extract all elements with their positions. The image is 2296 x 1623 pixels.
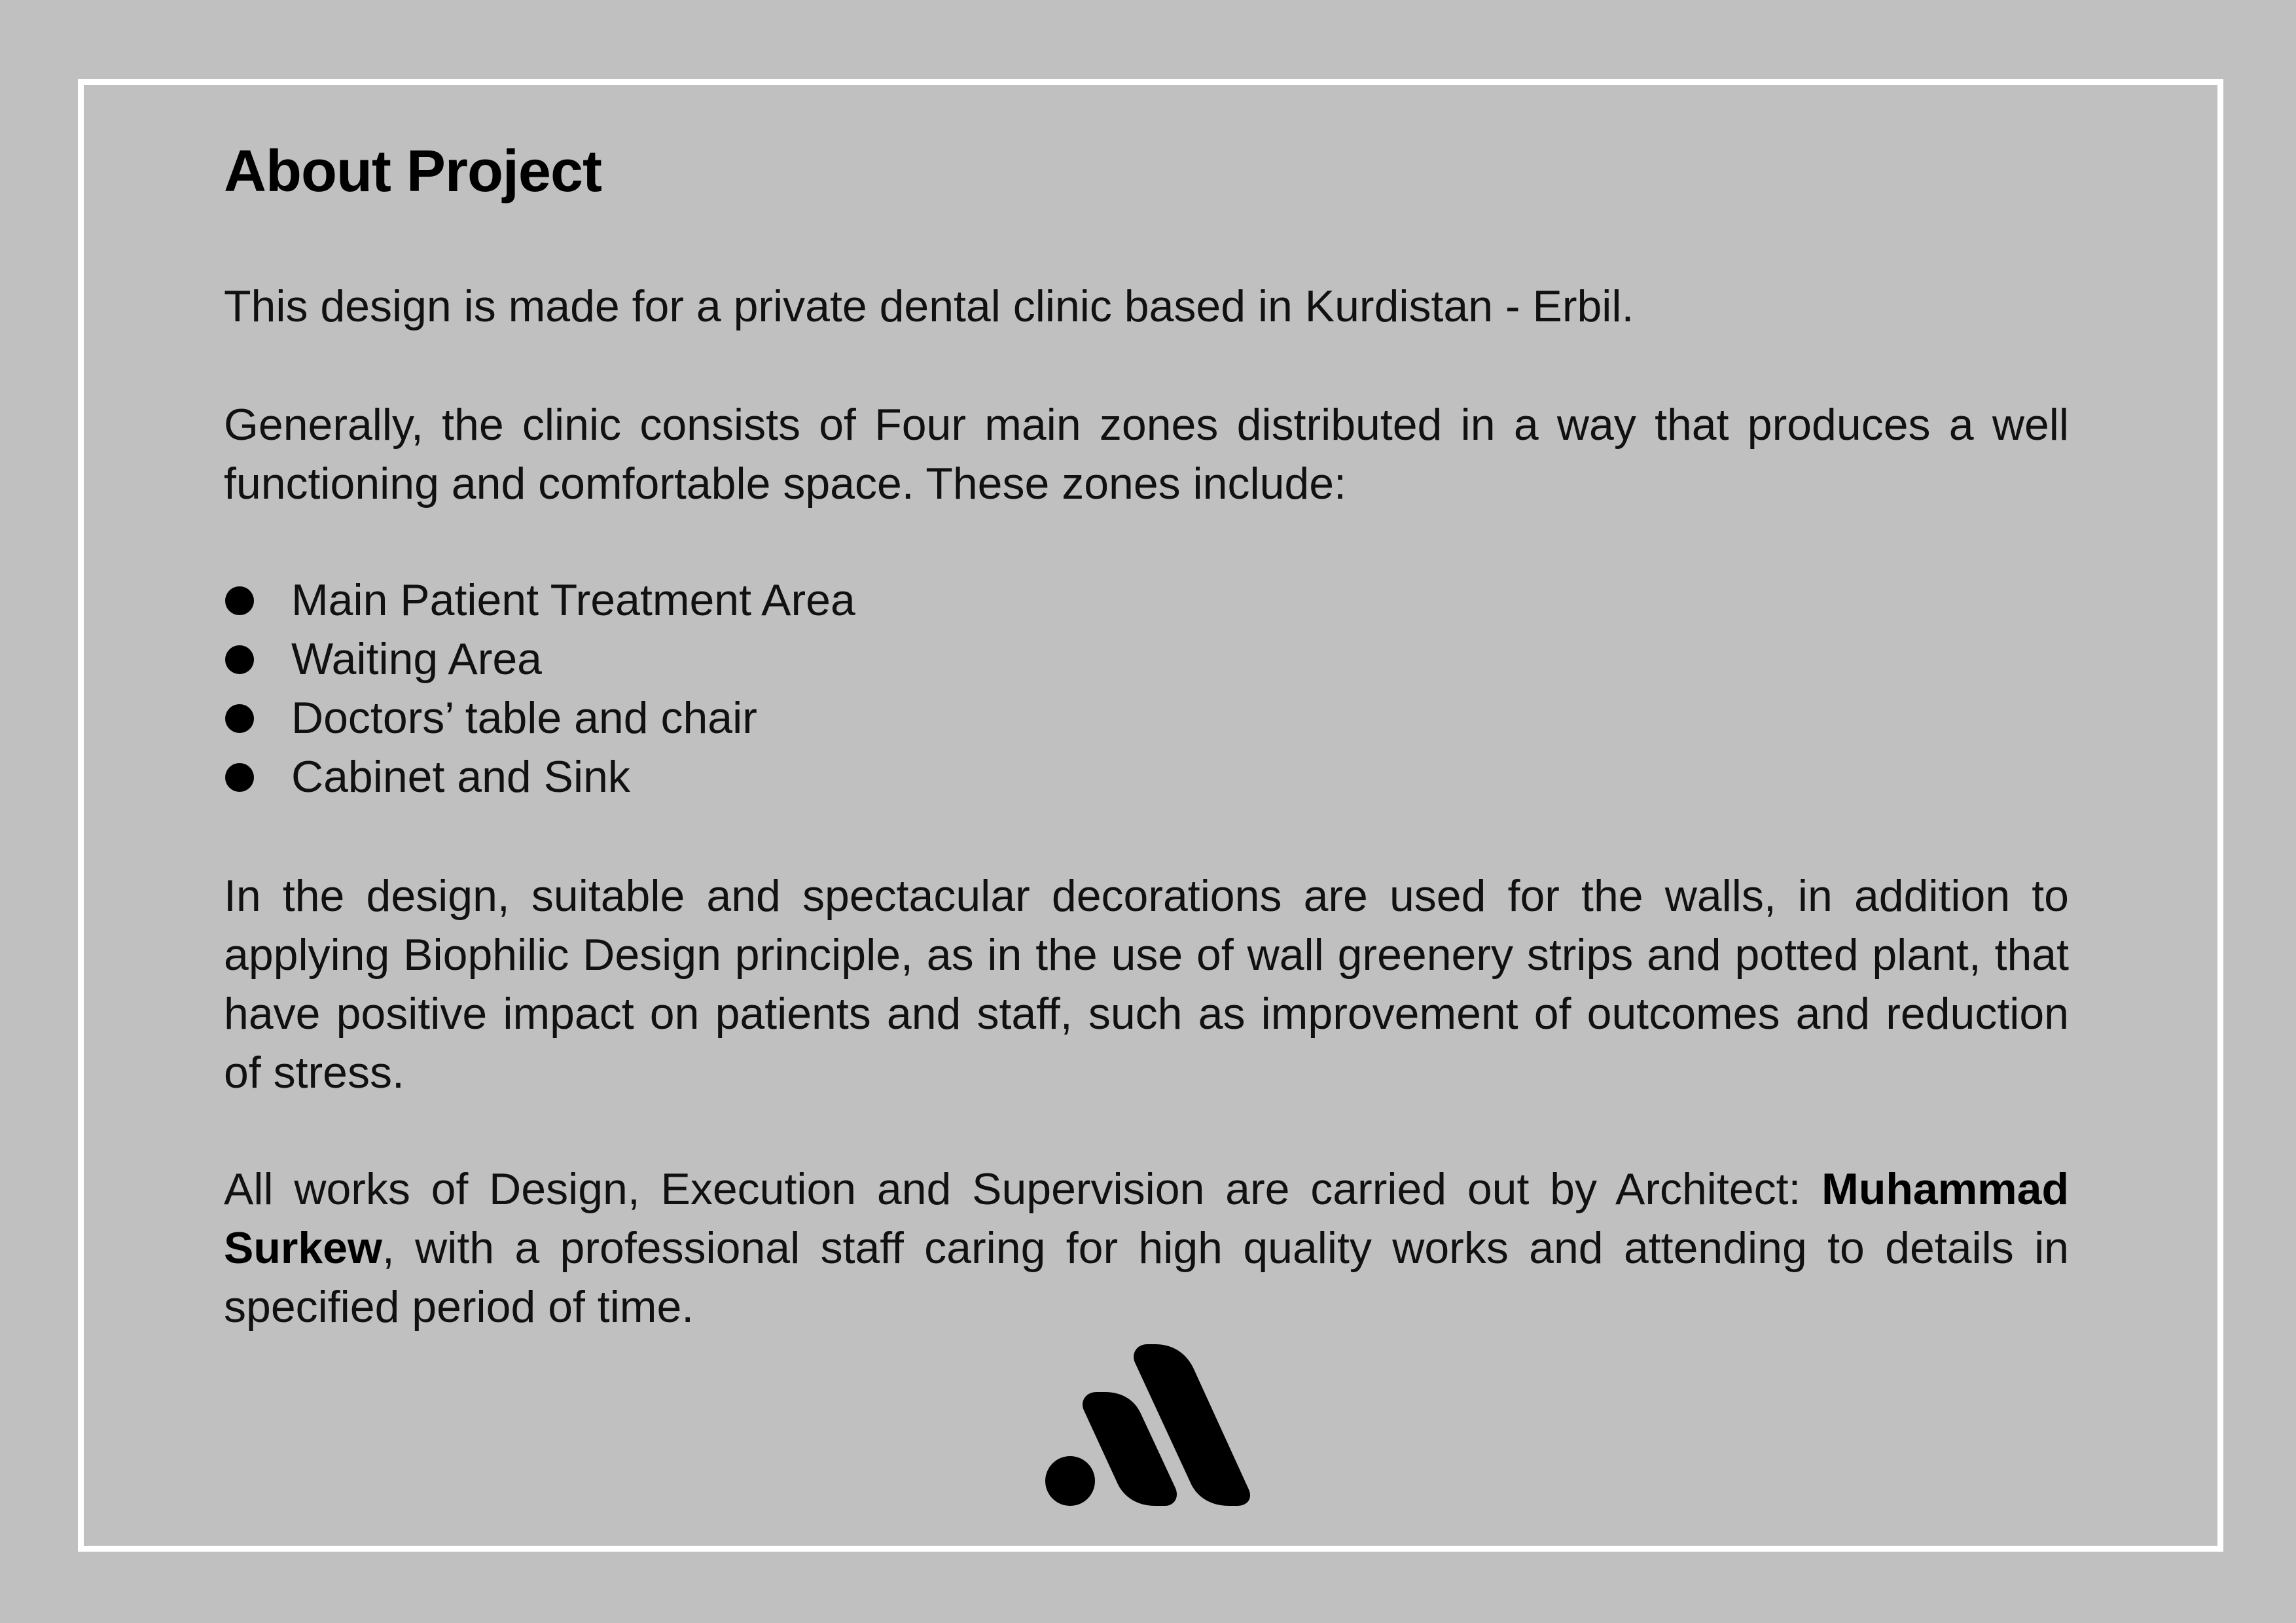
bullet-icon [225,704,254,733]
list-item-label: Main Patient Treatment Area [291,575,855,625]
list-item-label: Doctors’ table and chair [291,693,757,743]
credits-text-end: , with a professional staff caring for high quality works and attending to details in specified period of time. [224,1223,2069,1332]
architect-logo-icon [1021,1322,1283,1531]
list-item [224,571,855,630]
list-item-label: Waiting Area [291,634,542,684]
bullet-icon [225,586,254,615]
intro-paragraph: This design is made for a private dental clinic based in Kurdistan - Erbil. [224,281,1634,331]
logo-dot [1045,1456,1095,1506]
list-item-label: Cabinet and Sink [291,752,630,802]
zones-list [224,571,855,806]
zones-intro-paragraph: Generally, the clinic consists of Four main zones distributed in a way that produces a well functioning and comfortable space. These zones include: [224,400,2069,508]
page-title: About Project [224,139,602,204]
list-item [224,630,855,688]
bullet-icon [225,763,254,792]
architect-name: Muhammad Surkew [224,1164,2069,1273]
list-item [224,747,855,806]
list-item [224,688,855,747]
bullet-icon [225,645,254,674]
design-paragraph: In the design, suitable and spectacular decorations are used for the walls, in addition to applying Biophilic Design principle, as in the use of wall greenery strips and potted plant, that have positive impact on patients and staff, such as improvement of outcomes and reduction of stress. [224,871,2069,1097]
credits-text: All works of Design, Execution and Supervision are carried out by Architect: [224,1164,1822,1214]
credits-paragraph [224,1160,2069,1336]
